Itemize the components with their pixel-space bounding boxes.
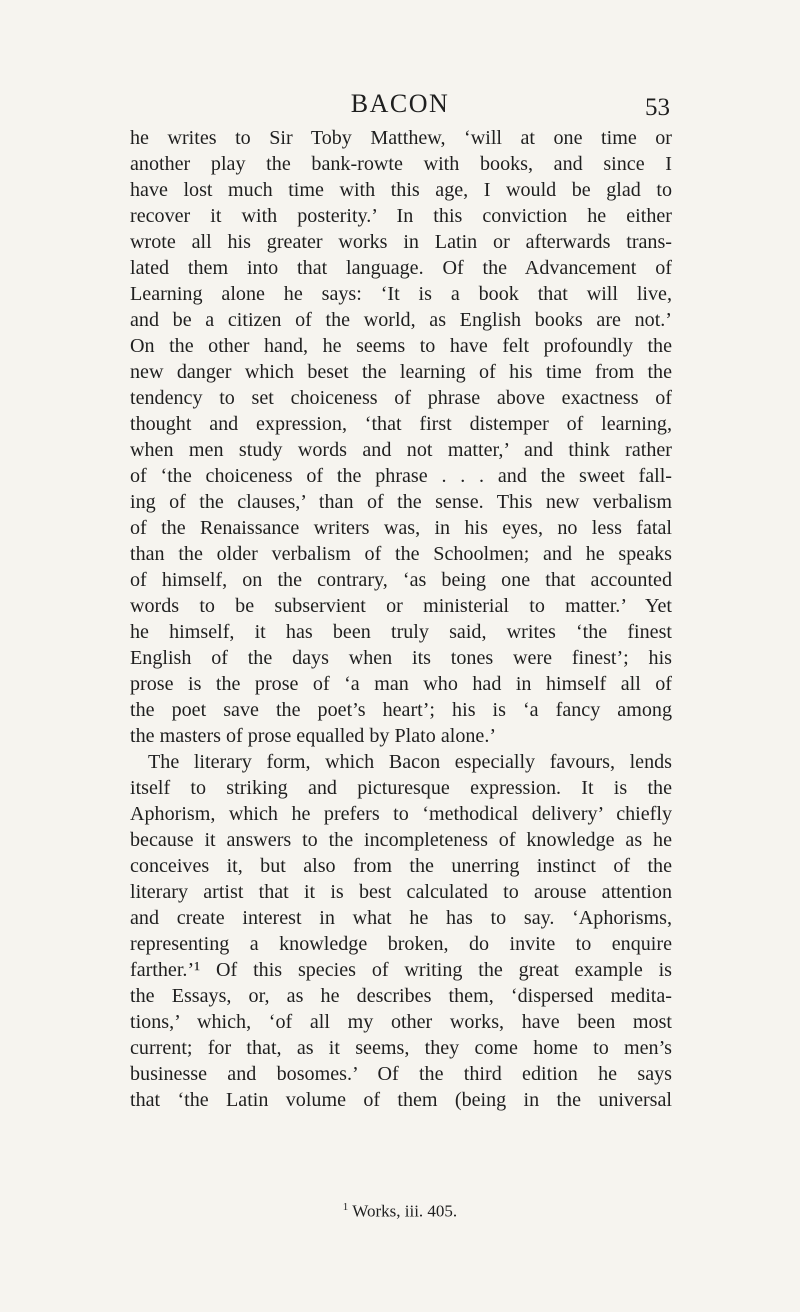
text-line: prose is the prose of ‘a man who had in himself all of [130, 673, 672, 695]
text-line: recover it with posterity.’ In this conviction he either [130, 205, 672, 227]
text-line: and be a citizen of the world, as English books are not.’ [130, 309, 672, 331]
text-line: tendency to set choiceness of phrase above exactness of [130, 387, 672, 409]
text-line: ing of the clauses,’ than of the sense. This new verbalism [130, 491, 672, 513]
text-line: Learning alone he says: ‘It is a book that will live, [130, 283, 672, 305]
text-line: thought and expression, ‘that first distemper of learning, [130, 413, 672, 435]
text-line: and create interest in what he has to say. ‘Aphorisms, [130, 907, 672, 929]
text-line: because it answers to the incompleteness of knowledge as he [130, 829, 672, 851]
text-line: than the older verbalism of the Schoolmen; and he speaks [130, 543, 672, 565]
page-number: 53 [645, 94, 670, 121]
text-line: itself to striking and picturesque expression. It is the [130, 777, 672, 799]
text-line: he himself, it has been truly said, writes ‘the finest [130, 621, 672, 643]
running-head [0, 86, 800, 122]
text-line: tions,’ which, ‘of all my other works, have been most [130, 1011, 672, 1033]
running-title: BACON [350, 89, 450, 118]
text-line: of himself, on the contrary, ‘as being one that accounted [130, 569, 672, 591]
text-line: wrote all his greater works in Latin or afterwards trans- [130, 231, 672, 253]
text-line: of ‘the choiceness of the phrase . . . and the sweet fall- [130, 465, 672, 487]
text-line: farther.’¹ Of this species of writing the great example is [130, 959, 672, 981]
text-line: Aphorism, which he prefers to ‘methodical delivery’ chiefly [130, 803, 672, 825]
text-line: the masters of prose equalled by Plato alone.’ [130, 725, 497, 747]
text-line: that ‘the Latin volume of them (being in the universal [130, 1089, 672, 1111]
footnote-text: Works, iii. 405. [352, 1201, 458, 1221]
text-line: representing a knowledge broken, do invite to enquire [130, 933, 672, 955]
body-text [130, 125, 672, 1113]
text-line: the Essays, or, as he describes them, ‘dispersed medita- [130, 985, 672, 1007]
text-line: On the other hand, he seems to have felt profoundly the [130, 335, 672, 357]
text-line: lated them into that language. Of the Advancement of [130, 257, 672, 279]
text-line: conceives it, but also from the unerring instinct of the [130, 855, 672, 877]
footnote [0, 1195, 800, 1224]
text-line: the poet save the poet’s heart’; his is ‘a fancy among [130, 699, 672, 721]
text-line: of the Renaissance writers was, in his eyes, no less fatal [130, 517, 672, 539]
text-line: words to be subservient or ministerial to matter.’ Yet [130, 595, 672, 617]
footnote-marker: 1 [342, 1201, 349, 1213]
text-line: another play the bank-rowte with books, and since I [130, 153, 672, 175]
text-line: he writes to Sir Toby Matthew, ‘will at one time or [130, 127, 672, 149]
text-line: The literary form, which Bacon especially favours, lends [148, 751, 672, 773]
text-line: when men study words and not matter,’ and think rather [130, 439, 672, 461]
text-line: current; for that, as it seems, they come home to men’s [130, 1037, 672, 1059]
text-line: new danger which beset the learning of his time from the [130, 361, 672, 383]
text-line: literary artist that it is best calculated to arouse attention [130, 881, 672, 903]
text-line: English of the days when its tones were finest’; his [130, 647, 672, 669]
text-line: businesse and bosomes.’ Of the third edition he says [130, 1063, 672, 1085]
text-line: have lost much time with this age, I would be glad to [130, 179, 672, 201]
